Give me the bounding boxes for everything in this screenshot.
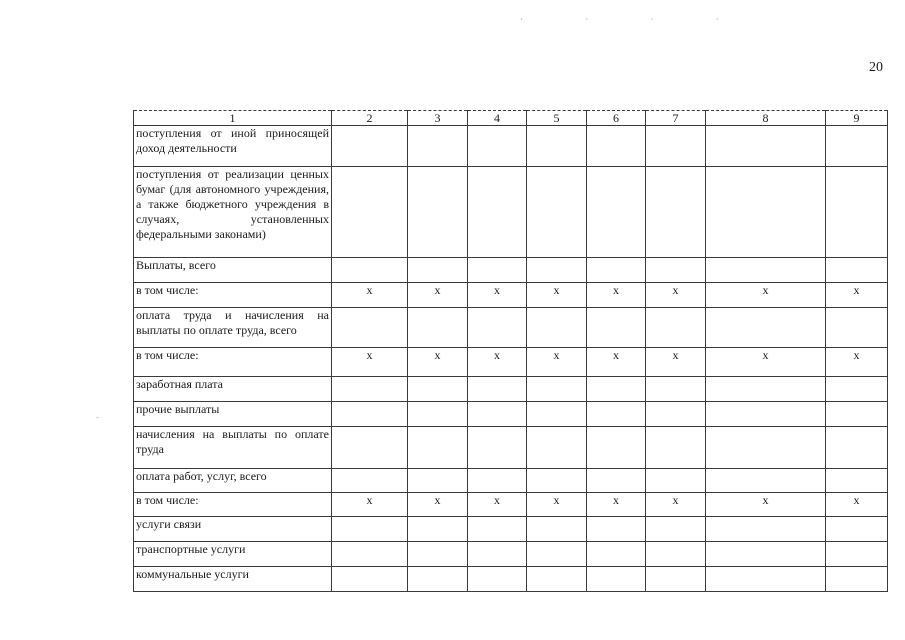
column-header-7: 7: [646, 111, 706, 126]
value-cell: [587, 308, 646, 348]
value-cell: [826, 402, 888, 427]
value-cell: [408, 542, 468, 567]
not-applicable-mark: х: [408, 348, 468, 377]
not-applicable-mark: х: [527, 348, 587, 377]
value-cell: [646, 402, 706, 427]
value-cell: [468, 308, 527, 348]
table-row: [134, 542, 888, 567]
column-header-6: 6: [587, 111, 646, 126]
value-cell: [468, 402, 527, 427]
value-cell: [706, 308, 826, 348]
column-header-2: 2: [332, 111, 408, 126]
value-cell: [332, 377, 408, 402]
value-cell: [826, 377, 888, 402]
value-cell: [408, 377, 468, 402]
row-label: коммунальные услуги: [134, 567, 332, 592]
value-cell: [408, 402, 468, 427]
value-cell: [646, 567, 706, 592]
not-applicable-mark: х: [408, 283, 468, 308]
value-cell: [527, 308, 587, 348]
value-cell: [527, 469, 587, 493]
value-cell: [332, 308, 408, 348]
value-cell: [587, 167, 646, 258]
table-row: [134, 517, 888, 542]
value-cell: [527, 377, 587, 402]
value-cell: [332, 567, 408, 592]
value-cell: [527, 126, 587, 167]
value-cell: [527, 542, 587, 567]
value-cell: [468, 567, 527, 592]
row-label: заработная плата: [134, 377, 332, 402]
value-cell: [587, 542, 646, 567]
table-row: [134, 167, 888, 258]
table-row: [134, 402, 888, 427]
column-header-9: 9: [826, 111, 888, 126]
not-applicable-mark: х: [332, 283, 408, 308]
value-cell: [646, 308, 706, 348]
value-cell: [587, 567, 646, 592]
value-cell: [408, 567, 468, 592]
not-applicable-mark: х: [646, 348, 706, 377]
not-applicable-mark: х: [527, 283, 587, 308]
value-cell: [408, 517, 468, 542]
value-cell: [408, 469, 468, 493]
value-cell: [826, 258, 888, 283]
not-applicable-mark: х: [332, 493, 408, 517]
row-label: Выплаты, всего: [134, 258, 332, 283]
page-number: 20: [869, 60, 883, 75]
not-applicable-mark: х: [826, 348, 888, 377]
row-label: транспортные услуги: [134, 542, 332, 567]
value-cell: [408, 308, 468, 348]
not-applicable-mark: х: [587, 348, 646, 377]
value-cell: [646, 542, 706, 567]
value-cell: [468, 258, 527, 283]
row-label: поступления от иной приносящей доход деятельности: [134, 126, 332, 167]
value-cell: [587, 402, 646, 427]
not-applicable-mark: х: [706, 493, 826, 517]
not-applicable-mark: х: [706, 348, 826, 377]
value-cell: [826, 126, 888, 167]
value-cell: [646, 517, 706, 542]
value-cell: [706, 517, 826, 542]
row-label: начисления на выплаты по оплате труда: [134, 427, 332, 469]
column-header-1: 1: [134, 111, 332, 126]
table-row: [134, 469, 888, 493]
value-cell: [527, 567, 587, 592]
value-cell: [646, 126, 706, 167]
not-applicable-mark: х: [468, 283, 527, 308]
value-cell: [706, 377, 826, 402]
not-applicable-mark: х: [826, 493, 888, 517]
value-cell: [468, 427, 527, 469]
value-cell: [587, 469, 646, 493]
value-cell: [826, 517, 888, 542]
value-cell: [468, 126, 527, 167]
column-header-8: 8: [706, 111, 826, 126]
value-cell: [332, 126, 408, 167]
value-cell: [408, 427, 468, 469]
value-cell: [468, 377, 527, 402]
not-applicable-mark: х: [527, 493, 587, 517]
scan-artifact: -: [96, 412, 99, 422]
value-cell: [527, 402, 587, 427]
table-row: [134, 427, 888, 469]
value-cell: [527, 517, 587, 542]
row-label: поступления от реализации ценных бумаг (для автономного учреждения, а также бюджетного учреждения в случаях, установленных федеральными законами): [134, 167, 332, 258]
value-cell: [646, 469, 706, 493]
value-cell: [408, 258, 468, 283]
not-applicable-mark: х: [587, 283, 646, 308]
scan-artifact: · · · ·: [520, 14, 749, 24]
value-cell: [706, 167, 826, 258]
table-body: [134, 126, 888, 592]
not-applicable-mark: х: [587, 493, 646, 517]
table-row: [134, 283, 888, 308]
value-cell: [468, 469, 527, 493]
value-cell: [332, 469, 408, 493]
value-cell: [587, 126, 646, 167]
table-row: [134, 348, 888, 377]
value-cell: [332, 167, 408, 258]
not-applicable-mark: х: [646, 283, 706, 308]
financial-plan-table: [133, 110, 888, 592]
value-cell: [408, 126, 468, 167]
not-applicable-mark: х: [468, 348, 527, 377]
value-cell: [826, 308, 888, 348]
row-label: прочие выплаты: [134, 402, 332, 427]
table-header: [134, 111, 888, 126]
value-cell: [706, 126, 826, 167]
table-row: [134, 493, 888, 517]
table-row: [134, 377, 888, 402]
value-cell: [706, 567, 826, 592]
value-cell: [826, 469, 888, 493]
value-cell: [706, 402, 826, 427]
value-cell: [332, 517, 408, 542]
row-label: в том числе:: [134, 283, 332, 308]
value-cell: [706, 427, 826, 469]
table-row: [134, 308, 888, 348]
column-header-5: 5: [527, 111, 587, 126]
value-cell: [826, 167, 888, 258]
value-cell: [527, 167, 587, 258]
not-applicable-mark: х: [826, 283, 888, 308]
table-row: [134, 567, 888, 592]
value-cell: [332, 258, 408, 283]
value-cell: [706, 469, 826, 493]
not-applicable-mark: х: [468, 493, 527, 517]
value-cell: [332, 427, 408, 469]
value-cell: [527, 258, 587, 283]
column-header-4: 4: [468, 111, 527, 126]
row-label: в том числе:: [134, 348, 332, 377]
value-cell: [826, 427, 888, 469]
table-row: [134, 126, 888, 167]
header-row: [134, 111, 888, 126]
value-cell: [587, 427, 646, 469]
value-cell: [332, 402, 408, 427]
not-applicable-mark: х: [706, 283, 826, 308]
value-cell: [587, 258, 646, 283]
column-header-3: 3: [408, 111, 468, 126]
value-cell: [706, 258, 826, 283]
table-row: [134, 258, 888, 283]
value-cell: [332, 542, 408, 567]
value-cell: [646, 258, 706, 283]
value-cell: [468, 167, 527, 258]
row-label: в том числе:: [134, 493, 332, 517]
value-cell: [527, 427, 587, 469]
not-applicable-mark: х: [332, 348, 408, 377]
not-applicable-mark: х: [408, 493, 468, 517]
value-cell: [706, 542, 826, 567]
not-applicable-mark: х: [646, 493, 706, 517]
row-label: оплата труда и начисления на выплаты по оплате труда, всего: [134, 308, 332, 348]
value-cell: [646, 377, 706, 402]
value-cell: [646, 167, 706, 258]
value-cell: [646, 427, 706, 469]
row-label: оплата работ, услуг, всего: [134, 469, 332, 493]
value-cell: [468, 542, 527, 567]
value-cell: [408, 167, 468, 258]
value-cell: [587, 377, 646, 402]
value-cell: [587, 517, 646, 542]
value-cell: [468, 517, 527, 542]
row-label: услуги связи: [134, 517, 332, 542]
value-cell: [826, 567, 888, 592]
value-cell: [826, 542, 888, 567]
